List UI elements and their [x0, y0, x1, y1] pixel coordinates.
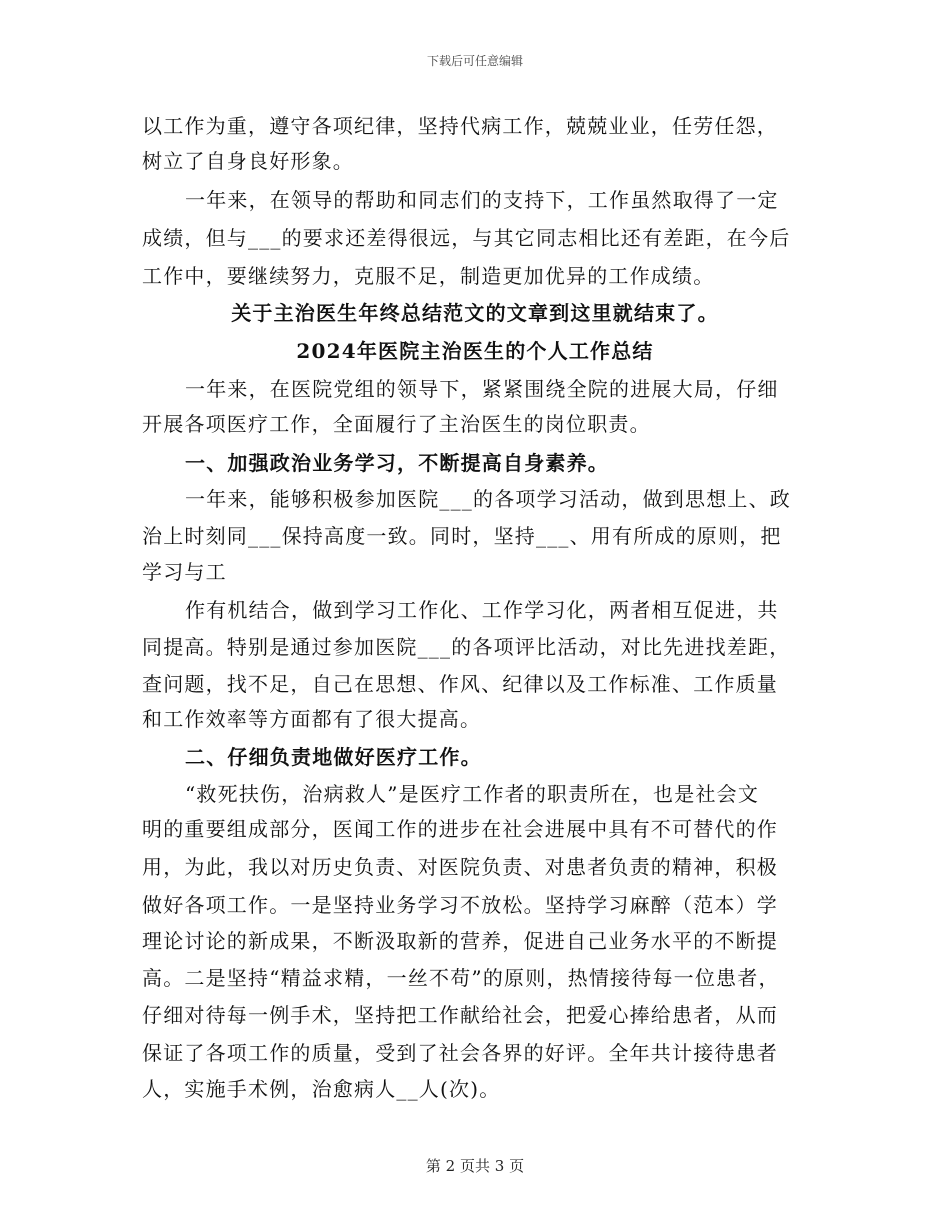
paragraph-line: 作有机结合，做到学习工作化、工作学习化，两者相互促进，共	[185, 598, 779, 622]
body-line: 查问题，找不足，自己在思想、作风、纪律以及工作标准、工作质量	[142, 672, 778, 696]
body-line: 人，实施手术例，治愈病人__人(次)。	[142, 1077, 501, 1101]
body-line: 仔细对待每一例手术，坚持把工作献给社会，把爱心捧给患者，从而	[142, 1003, 778, 1027]
body-line: 理论讨论的新成果，不断汲取新的营养，促进自己业务水平的不断提	[142, 929, 778, 953]
body-line: 树立了自身良好形象。	[142, 149, 354, 173]
body-line: 做好各项工作。一是坚持业务学习不放松。坚持学习麻醉（范本）学	[142, 893, 778, 917]
paragraph-line: 一年来，在医院党组的领导下，紧紧围绕全院的进展大局，仔细	[185, 377, 779, 401]
body-line: 高。二是坚持“精益求精，一丝不苟”的原则，热情接待每一位患者，	[142, 966, 780, 990]
body-line: 开展各项医疗工作，全面履行了主治医生的岗位职责。	[142, 412, 651, 436]
body-line: 用，为此，我以对历史负责、对医院负责、对患者负责的精神，积极	[142, 855, 778, 879]
page-footer: 第 2 页共 3 页	[425, 1157, 525, 1175]
body-line: 成绩，但与___的要求还差得很远，与其它同志相比还有差距，在今后	[142, 226, 791, 250]
page-header: 下载后可任意编辑	[426, 54, 523, 68]
section-heading-1: 一、加强政治业务学习，不断提高自身素养。	[185, 451, 609, 475]
section-heading-2: 二、仔细负责地做好医疗工作。	[185, 745, 482, 769]
body-line: 明的重要组成部分，医闻工作的进步在社会进展中具有不可替代的作	[142, 817, 778, 841]
body-line: 工作中，要继续努力，克服不足，制造更加优异的工作成绩。	[142, 264, 715, 288]
body-line: 治上时刻同___保持高度一致。同时，坚持___、用有所成的原则，把	[142, 524, 782, 548]
body-line: 保证了各项工作的质量，受到了社会各界的好评。全年共计接待患者	[142, 1041, 778, 1065]
body-line: 和工作效率等方面都有了很大提高。	[142, 707, 482, 731]
body-line: 学习与工	[142, 560, 227, 584]
paragraph-line: 一年来，在领导的帮助和同志们的支持下，工作虽然取得了一定	[185, 188, 779, 212]
body-line: 以工作为重，遵守各项纪律，坚持代病工作，兢兢业业，任劳任怨，	[142, 114, 778, 138]
paragraph-line: “救死扶伤，治病救人”是医疗工作者的职责所在，也是社会文	[185, 782, 760, 806]
closing-note: 关于主治医生年终总结范文的文章到这里就结束了。	[231, 301, 719, 325]
document-title: 2024年医院主治医生的个人工作总结	[296, 339, 654, 363]
body-line: 同提高。特别是通过参加医院___的各项评比活动，对比先进找差距，	[142, 635, 791, 659]
paragraph-line: 一年来，能够积极参加医院___的各项学习活动，做到思想上、政	[185, 487, 791, 511]
